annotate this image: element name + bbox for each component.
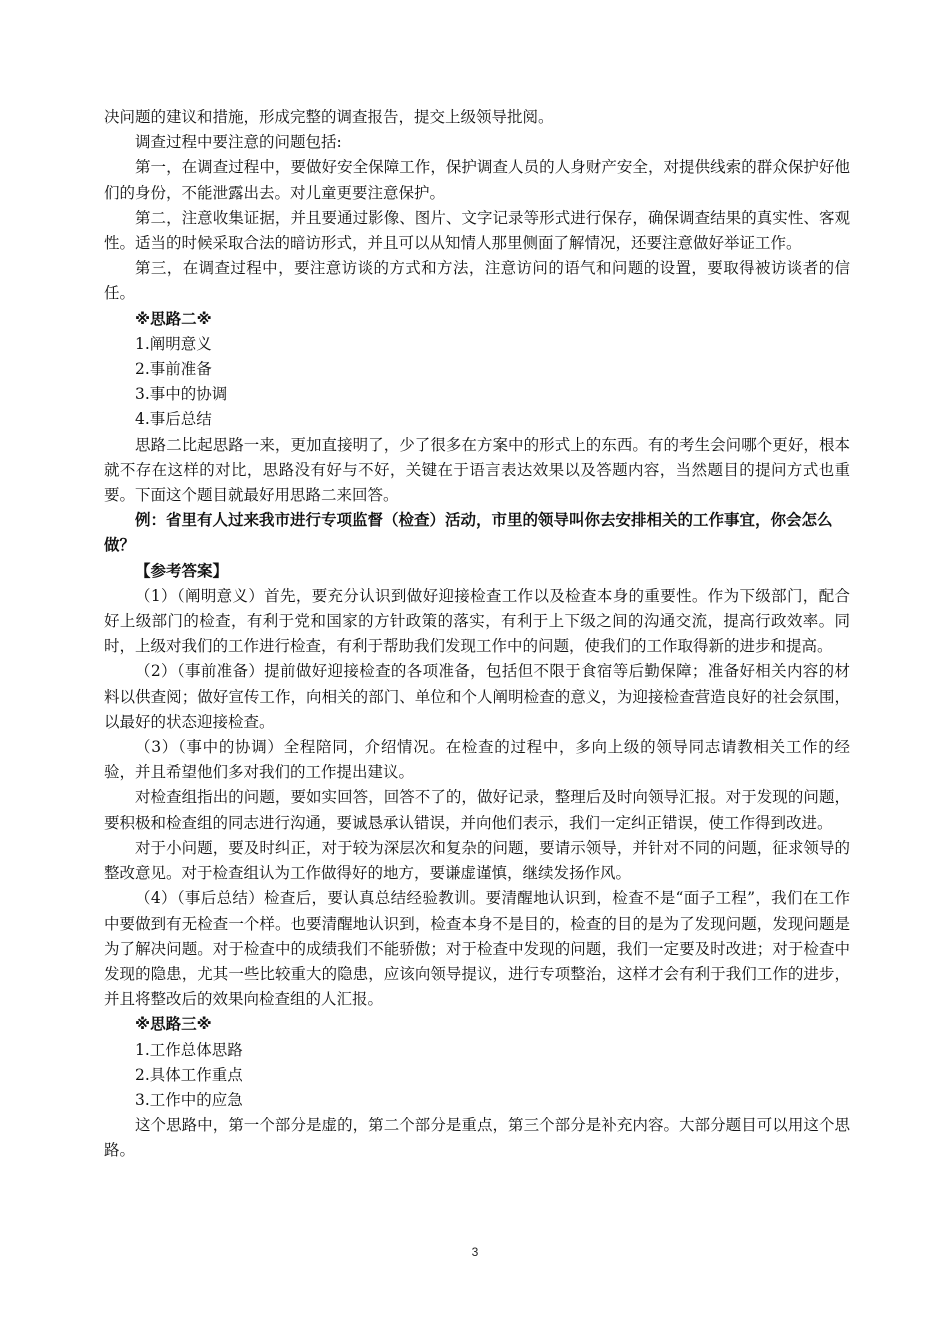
- paragraph: 决问题的建议和措施，形成完整的调查报告，提交上级领导批阅。: [104, 108, 554, 126]
- paragraph: 对检查组指出的问题，要如实回答，回答不了的，做好记录，整理后及时向领导汇报。对于发现的问题，要积极和检查组的同志进行沟通，要诚恳承认错误，并向他们表示，我们一定纠正错误，使工作得到改进。: [104, 788, 850, 832]
- paragraph: （4）（事后总结）检查后，要认真总结经验教训。要清醒地认识到，检查不是“面子工程”，我们在工作中要做到有无检查一个样。也要清醒地认识到，检查本身不是目的，检查的目的是为了发现问题，发现问题是为了解决问题。对于检查中的成绩我们不能骄傲；对于检查中发现的问题，我们一定要及时改进；对于检查中发现的隐患，尤其一些比较重大的隐患，应该向领导提议，进行专项整治，这样才会有利于我们工作的进步，并且将整改后的效果向检查组的人汇报。: [104, 889, 850, 1009]
- paragraph: （1）（阐明意义）首先，要充分认识到做好迎接检查工作以及检查本身的重要性。作为下级部门，配合好上级部门的检查，有利于党和国家的方针政策的落实，有利于上下级之间的沟通交流，提高行政效率。同时，上级对我们的工作进行检查，有利于帮助我们发现工作中的问题，使我们的工作取得新的进步和提高。: [104, 586, 850, 656]
- paragraph: 调查过程中要注意的问题包括:: [135, 133, 342, 152]
- paragraph: 这个思路中，第一个部分是虚的，第二个部分是重点，第三个部分是补充内容。大部分题目可以用这个思路。: [104, 1116, 850, 1160]
- paragraph: 思路二比起思路一来，更加直接明了，少了很多在方案中的形式上的东西。有的考生会问哪个更好，根本就不存在这样的对比，思路没有好与不好，关键在于语言表达效果以及答题内容，当然题目的提问方式也重要。下面这个题目就最好用思路二来回答。: [104, 435, 850, 505]
- paragraph: 对于小问题，要及时纠正，对于较为深层次和复杂的问题，要请示领导，并针对不同的问题，征求领导的整改意见。对于检查组认为工作做得好的地方，要谦虚谨慎，继续发扬作风。: [104, 838, 850, 883]
- answer-heading: 【参考答案】: [135, 561, 229, 580]
- list-item: 4.事后总结: [135, 410, 212, 429]
- list-item: 1.阐明意义: [135, 334, 212, 353]
- list-item: 2.具体工作重点: [135, 1065, 243, 1084]
- page-body: [104, 105, 850, 1164]
- paragraph: （3）（事中的协调）全程陪同，介绍情况。在检查的过程中，多向上级的领导同志请教相关工作的经验，并且希望他们多对我们的工作提出建议。: [104, 738, 850, 782]
- paragraph: （2）（事前准备）提前做好迎接检查的各项准备，包括但不限于食宿等后勤保障；准备好相关内容的材料以供查阅；做好宣传工作，向相关的部门、单位和个人阐明检查的意义，为迎接检查营造良好的社会氛围，以最好的状态迎接检查。: [104, 662, 850, 731]
- page-number: 3: [471, 1245, 479, 1259]
- list-item: 3.事中的协调: [135, 385, 228, 404]
- list-item: 2.事前准备: [135, 360, 212, 379]
- list-item: 3.工作中的应急: [135, 1090, 243, 1109]
- paragraph: 第三，在调查过程中，要注意访谈的方式和方法，注意访问的语气和问题的设置，要取得被访谈者的信任。: [104, 259, 850, 303]
- example-question: 例：省里有人过来我市进行专项监督（检查）活动，市里的领导叫你去安排相关的工作事宜，你会怎么做？: [104, 511, 833, 555]
- paragraph: 第二，注意收集证据，并且要通过影像、图片、文字记录等形式进行保存，确保调查结果的真实性、客观性。适当的时候采取合法的暗访形式，并且可以从知情人那里侧面了解情况，还要注意做好举证工作。: [104, 208, 850, 253]
- section-heading: ※思路二※: [135, 309, 212, 328]
- paragraph: 第一，在调查过程中，要做好安全保障工作，保护调查人员的人身财产安全，对提供线索的群众保护好他们的身份，不能泄露出去。对儿童更要注意保护。: [104, 158, 850, 202]
- list-item: 1.工作总体思路: [135, 1040, 243, 1059]
- section-heading: ※思路三※: [135, 1015, 212, 1034]
